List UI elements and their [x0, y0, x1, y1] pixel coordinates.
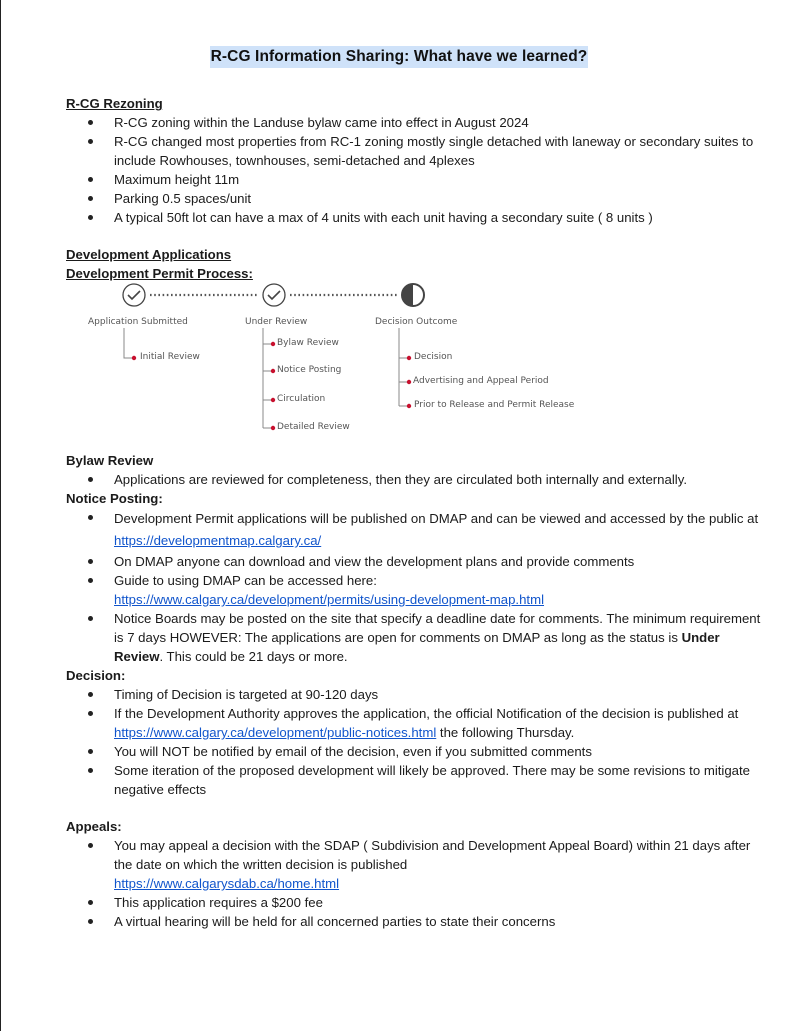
list-item	[114, 571, 766, 609]
list-item	[114, 508, 766, 552]
list-item: On DMAP anyone can download and view the development plans and provide comments	[114, 552, 766, 571]
notice-posting-heading: Notice Posting:	[66, 491, 163, 506]
list-item: Timing of Decision is targeted at 90-120 days	[114, 685, 766, 704]
rezoning-list	[66, 113, 766, 227]
status-under-review: Under Review	[114, 630, 720, 664]
stage-label: Application Submitted	[88, 317, 188, 327]
bylaw-review-list	[66, 470, 766, 489]
sdab-link[interactable]: https://www.calgarysdab.ca/home.html	[114, 876, 340, 891]
page-title: R-CG Information Sharing: What have we learned?	[210, 46, 589, 68]
substage-label: Circulation	[277, 394, 326, 404]
notice-posting-list	[66, 508, 766, 666]
list-item	[114, 704, 766, 742]
substage-label: Decision	[414, 352, 453, 362]
appeals-list	[66, 836, 766, 931]
list-item: R-CG zoning within the Landuse bylaw came into effect in August 2024	[114, 113, 766, 132]
half-circle-icon	[402, 284, 424, 306]
check-circle-icon	[263, 284, 285, 306]
red-dot	[132, 356, 136, 360]
substage-label: Detailed Review	[277, 422, 350, 432]
substage-label: Advertising and Appeal Period	[413, 376, 549, 386]
list-item	[114, 609, 766, 666]
stage-label: Under Review	[245, 317, 308, 327]
list-item-text: Guide to using DMAP can be accessed here:	[114, 573, 377, 588]
dmap-guide-link[interactable]: https://www.calgary.ca/development/permits/using-development-map.html	[114, 592, 545, 607]
public-notices-link[interactable]: https://www.calgary.ca/development/public-notices.html	[114, 725, 437, 740]
list-item: Parking 0.5 spaces/unit	[114, 189, 766, 208]
page-border	[0, 0, 1, 1031]
substage-label: Notice Posting	[277, 365, 342, 375]
list-item: This application requires a $200 fee	[114, 893, 766, 912]
list-item-text: . This could be 21 days or more.	[159, 649, 348, 664]
list-item: R-CG changed most properties from RC-1 zoning mostly single detached with laneway or secondary suites to include Rowhouses, townhouses, semi-detached and 4plexes	[114, 132, 766, 170]
list-item-text: Development Permit applications will be published on DMAP and can be viewed and accessed by the public at	[114, 511, 759, 526]
list-item: Applications are reviewed for completeness, then they are circulated both internally and externally.	[114, 470, 766, 489]
list-item: Maximum height 11m	[114, 170, 766, 189]
list-item: Some iteration of the proposed development will likely be approved. There may be some revisions to mitigate negative effects	[114, 761, 766, 799]
bylaw-review-heading: Bylaw Review	[66, 453, 154, 468]
title-container	[0, 46, 798, 68]
dev-permit-process-heading: Development Permit Process:	[66, 266, 253, 281]
list-item-text: Notice Boards may be posted on the site that specify a deadline date for comments. The minimum requirement is 7 days HOWEVER: The applications are open for comments on DMAP as long as the status is	[114, 611, 761, 645]
substage-label: Initial Review	[140, 352, 200, 362]
permit-process-diagram	[80, 278, 600, 438]
stage-label: Decision Outcome	[375, 317, 458, 327]
substage-label: Prior to Release and Permit Release	[414, 400, 575, 410]
rezoning-heading: R-CG Rezoning	[66, 96, 163, 111]
list-item	[114, 836, 766, 893]
decision-heading: Decision:	[66, 668, 126, 683]
appeals-heading: Appeals:	[66, 819, 122, 834]
decision-list	[66, 685, 766, 799]
list-item-text: You may appeal a decision with the SDAP ( Subdivision and Development Appeal Board) within 21 days after the date on which the written decision is published	[114, 838, 751, 872]
list-item: A typical 50ft lot can have a max of 4 units with each unit having a secondary suite ( 8 units )	[114, 208, 766, 227]
list-item-text: If the Development Authority approves the application, the official Notification of the decision is published at	[114, 706, 739, 721]
dev-applications-heading: Development Applications	[66, 247, 232, 262]
list-item: You will NOT be notified by email of the decision, even if you submitted comments	[114, 742, 766, 761]
document-body	[66, 94, 766, 931]
list-item: A virtual hearing will be held for all concerned parties to state their concerns	[114, 912, 766, 931]
list-item-text: the following Thursday.	[436, 725, 575, 740]
dmap-link[interactable]: https://developmentmap.calgary.ca/	[114, 533, 322, 548]
check-circle-icon	[123, 284, 145, 306]
substage-label: Bylaw Review	[277, 338, 339, 348]
